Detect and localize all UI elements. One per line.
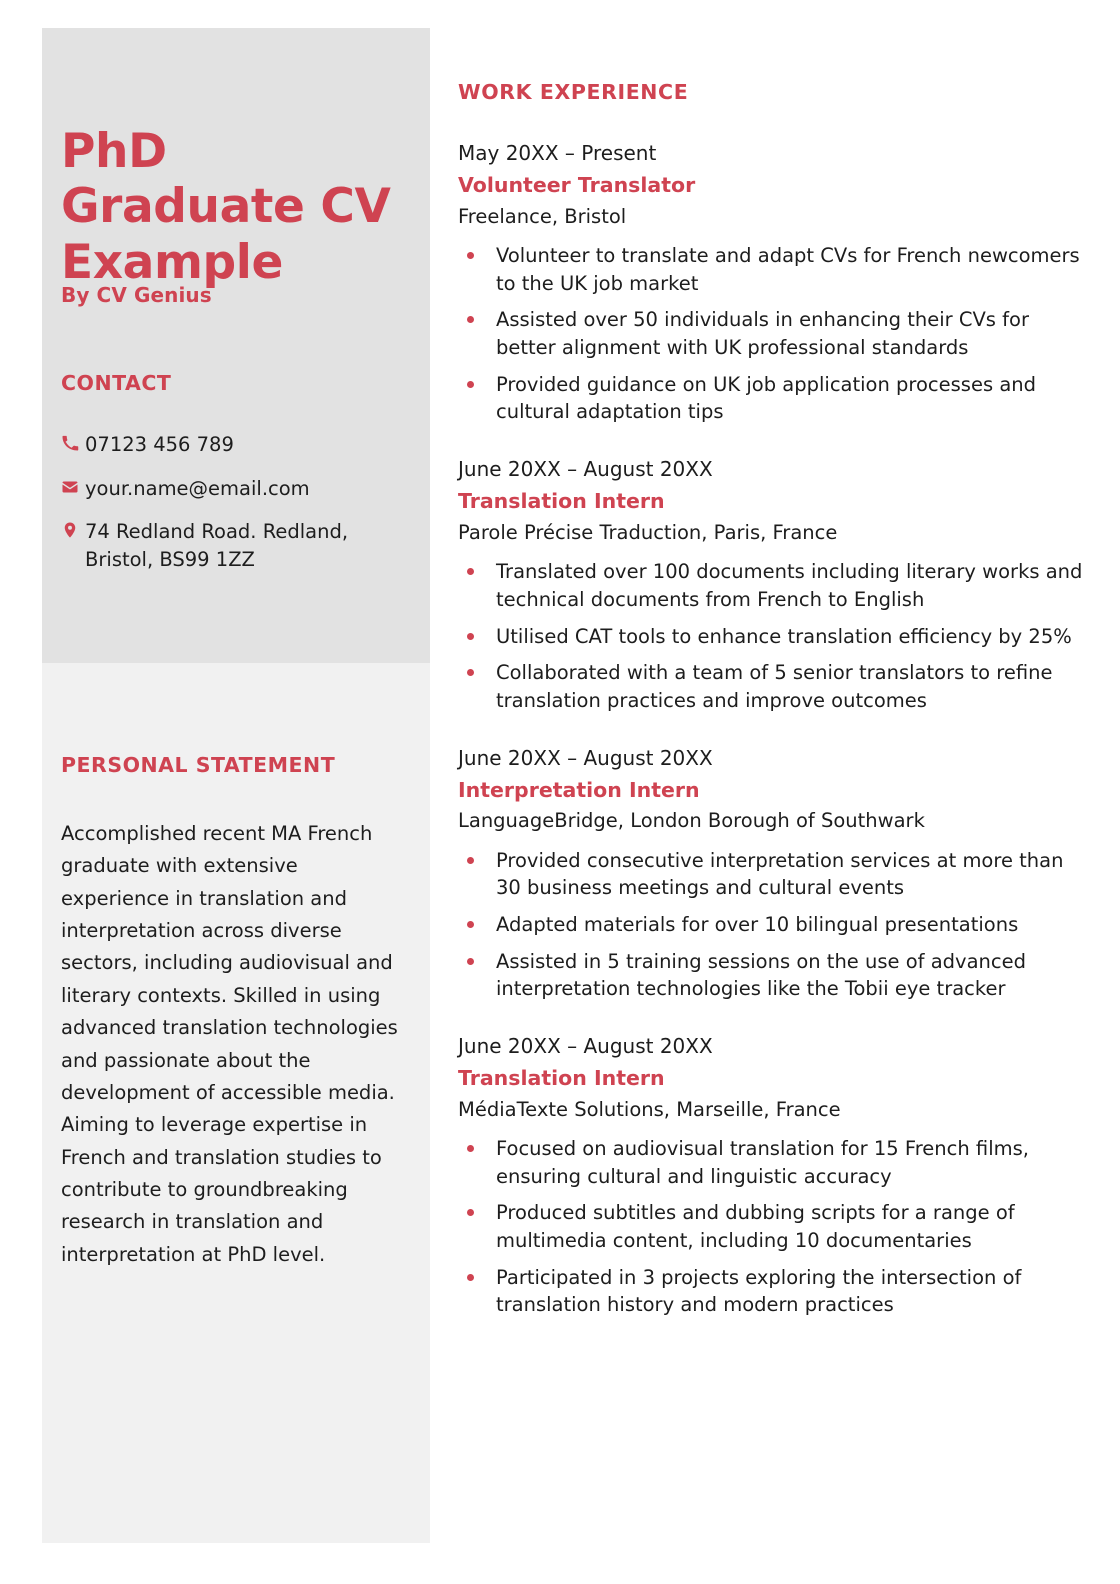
job-bullet-list [458,1135,1083,1319]
job-organisation: MédiaTexte Solutions, Marseille, France [458,1097,841,1121]
job-organisation: Parole Précise Traduction, Paris, France [458,520,838,544]
phone-icon [61,431,85,452]
byline: By CV Genius [61,283,212,307]
contact-item-phone [61,431,416,459]
job-bullet: Utilised CAT tools to enhance translation efficiency by 25% [458,623,1083,651]
job-title: Volunteer Translator [458,173,696,197]
job-title: Interpretation Intern [458,777,700,802]
contact-heading: CONTACT [61,371,172,395]
contact-phone-value: 07123 456 789 [85,433,234,456]
contact-address-value: 74 Redland Road. Redland, Bristol, BS99 1ZZ [85,520,349,572]
contact-list [61,431,416,590]
contact-email-value: your.name@email.com [85,476,310,500]
work-experience-list [458,138,1083,1347]
job-bullet: Volunteer to translate and adapt CVs for French newcomers to the UK job market [458,242,1083,297]
location-pin-icon [61,518,85,539]
contact-item-email [61,475,416,503]
contact-item-address [61,518,416,573]
page-title: PhD Graduate CV Example [61,124,391,290]
job-title: Translation Intern [458,489,665,514]
job-bullet: Focused on audiovisual translation for 15 French films, ensuring cultural and linguistic accuracy [458,1135,1083,1190]
personal-statement-heading: PERSONAL STATEMENT [61,753,336,777]
job-bullet: Translated over 100 documents including literary works and technical documents from French to English [458,558,1083,613]
job-dates: June 20XX – August 20XX [458,457,713,482]
sidebar [42,28,430,1543]
job-organisation: LanguageBridge, London Borough of Southwark [458,809,925,833]
job-organisation: Freelance, Bristol [458,204,627,228]
job-entry [458,743,1083,1003]
job-dates: June 20XX – August 20XX [458,745,713,770]
job-bullet: Adapted materials for over 10 bilingual presentations [458,911,1083,939]
work-experience-heading: WORK EXPERIENCE [458,80,689,104]
job-bullet: Participated in 3 projects exploring the intersection of translation history and modern practices [458,1264,1083,1319]
job-bullet-list [458,847,1083,1003]
job-bullet: Provided guidance on UK job application processes and cultural adaptation tips [458,371,1083,426]
job-bullet: Assisted over 50 individuals in enhancing their CVs for better alignment with UK professional standards [458,306,1083,361]
job-bullet: Produced subtitles and dubbing scripts for a range of multimedia content, including 10 documentaries [458,1199,1083,1254]
job-dates: June 20XX – August 20XX [458,1034,713,1058]
job-entry [458,454,1083,714]
job-entry [458,138,1083,426]
personal-statement-body: Accomplished recent MA French graduate with extensive experience in translation and interpretation across diverse sectors, including audiovisual and literary contexts. Skilled in using advanced translation technologies and passionate about the development of accessible media. Aiming to leverage expertise in French and translation studies to contribute to groundbreaking research in translation and interpretation at PhD level. [61,822,398,1266]
job-bullet: Assisted in 5 training sessions on the use of advanced interpretation technologies like the Tobii eye tracker [458,948,1083,1003]
job-bullet: Provided consecutive interpretation services at more than 30 business meetings and cultural events [458,847,1083,902]
job-bullet-list [458,242,1083,426]
job-dates: May 20XX – Present [458,141,657,165]
envelope-icon [61,475,85,496]
job-bullet-list [458,558,1083,714]
job-bullet: Collaborated with a team of 5 senior translators to refine translation practices and improve outcomes [458,659,1083,714]
job-entry [458,1031,1083,1319]
job-title: Translation Intern [458,1066,665,1090]
